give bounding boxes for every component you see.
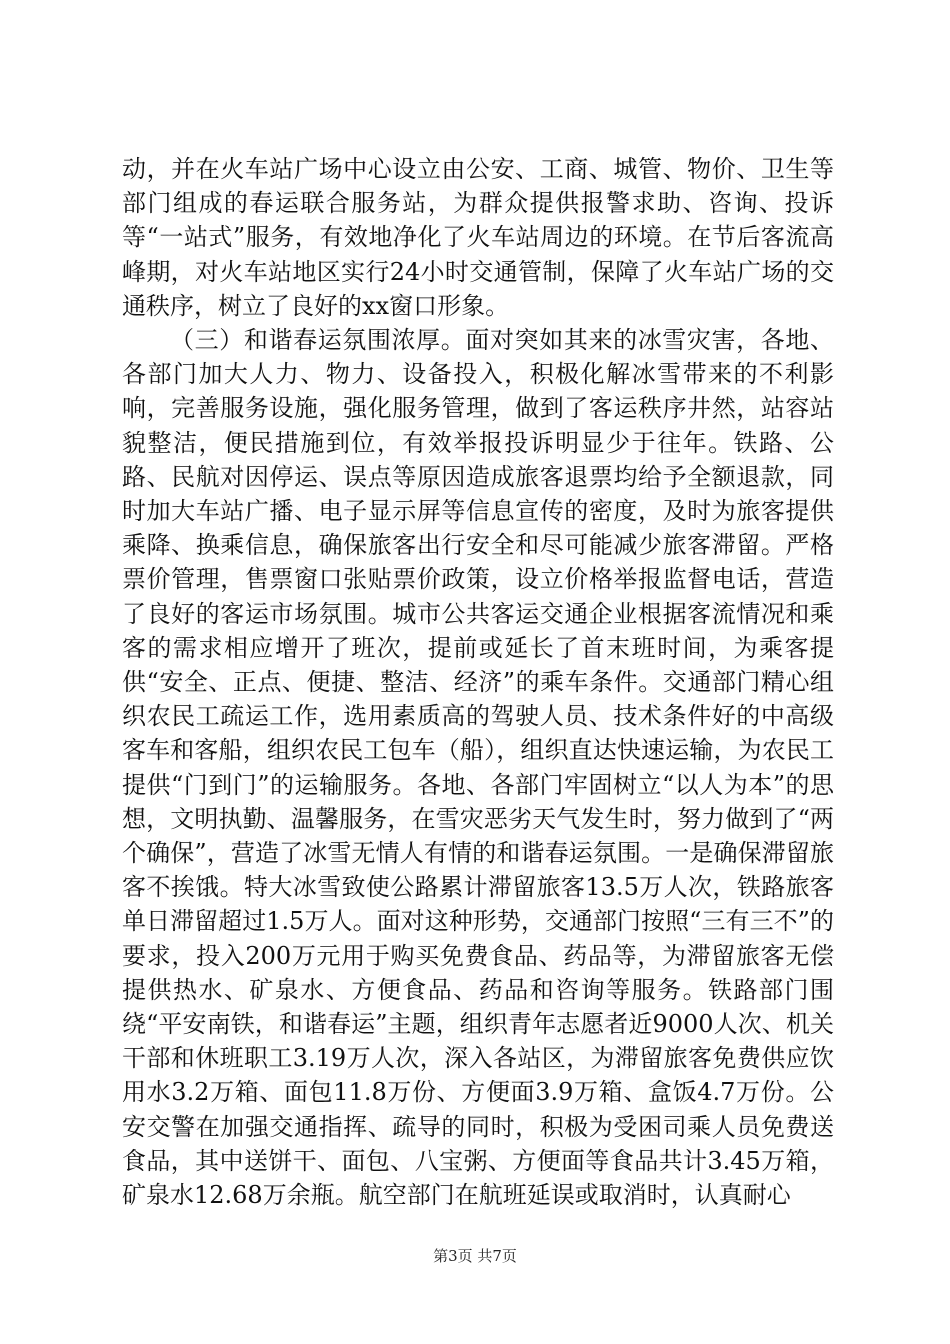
- paragraph-section-three: （三）和谐春运氛围浓厚。面对突如其来的冰雪灾害，各地、各部门加大人力、物力、设备投入，积极化解冰雪带来的不利影响，完善服务设施，强化服务管理，做到了客运秩序井然，站容站貌整洁，便民措施到位，有效举报投诉明显少于往年。铁路、公路、民航对因停运、误点等原因造成旅客退票均给予全额退款，同时加大车站广播、电子显示屏等信息宣传的密度，及时为旅客提供乘降、换乘信息，确保旅客出行安全和尽可能减少旅客滞留。严格票价管理，售票窗口张贴票价政策，设立价格举报监督电话，营造了良好的客运市场氛围。城市公共客运交通企业根据客流情况和乘客的需求相应增开了班次，提前或延长了首末班时间，为乘客提供“安全、正点、便捷、整洁、经济”的乘车条件。交通部门精心组织农民工疏运工作，选用素质高的驾驶人员、技术条件好的中高级客车和客船，组织农民工包车（船），组织直达快速运输，为农民工提供“门到门”的运输服务。各地、各部门牢固树立“以人为本”的思想，文明执勤、温馨服务，在雪灾恶劣天气发生时，努力做到了“两个确保”，营造了冰雪无情人有情的和谐春运氛围。一是确保滞留旅客不挨饿。特大冰雪致使公路累计滞留旅客13.5万人次，铁路旅客单日滞留超过1.5万人。面对这种形势，交通部门按照“三有三不”的要求，投入200万元用于购买免费食品、药品等，为滞留旅客无偿提供热水、矿泉水、方便食品、药品和咨询等服务。铁路部门围绕“平安南铁，和谐春运”主题，组织青年志愿者近9000人次、机关干部和休班职工3.19万人次，深入各站区，为滞留旅客免费供应饮用水3.2万箱、面包11.8万份、方便面3.9万箱、盒饭4.7万份。公安交警在加强交通指挥、疏导的同时，积极为受困司乘人员免费送食品，其中送饼干、面包、八宝粥、方便面等食品共计3.45万箱，矿泉水12.68万余瓶。航空部门在航班延误或取消时，认真耐心: [122, 326, 834, 1210]
- document-body: [122, 152, 834, 1212]
- paragraph-continuation: 动，并在火车站广场中心设立由公安、工商、城管、物价、卫生等部门组成的春运联合服务站，为群众提供报警求助、咨询、投诉等“一站式”服务，有效地净化了火车站周边的环境。在节后客流高峰期，对火车站地区实行24小时交通管制，保障了火车站广场的交通秩序，树立了良好的xx窗口形象。: [122, 155, 834, 320]
- page-footer: 第3页 共7页: [433, 1247, 517, 1265]
